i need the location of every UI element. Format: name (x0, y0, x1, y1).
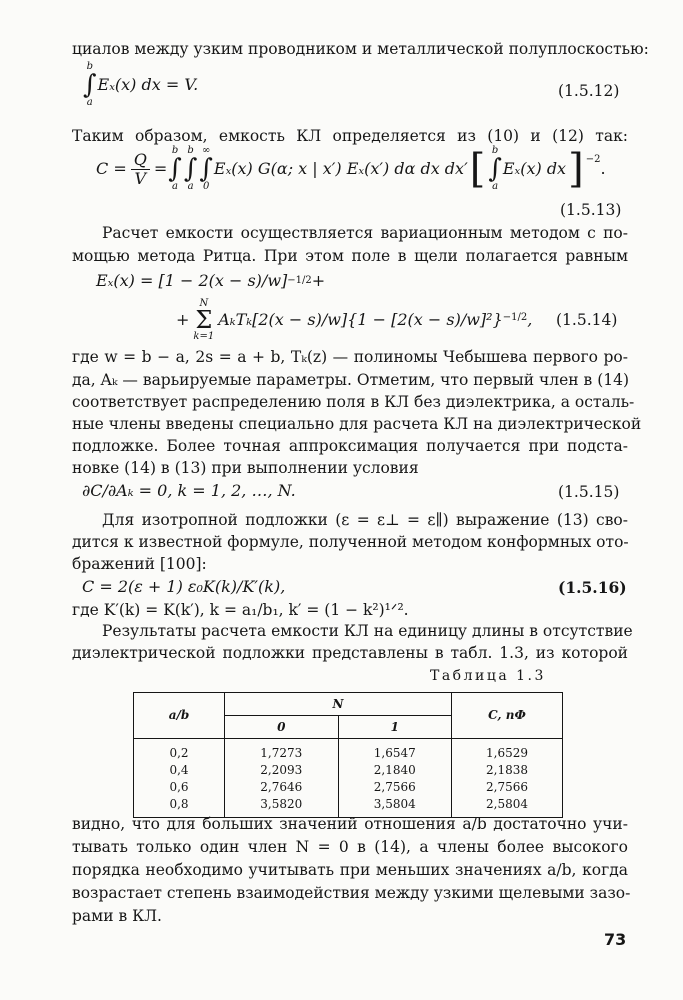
equation-1-5-14-line2 (176, 298, 532, 342)
integral-upper-limit: b (86, 61, 93, 72)
right-bracket: ] (568, 146, 584, 192)
integral-upper-limit: ∞ (201, 145, 211, 156)
table-cell: 0,2 (134, 739, 225, 763)
equation-body: ∂C/∂Aₖ = 0, k = 1, 2, …, N. (82, 481, 296, 500)
equation-label-1-5-13: (1.5.13) (560, 201, 622, 219)
column-header-c: C, пФ (452, 693, 563, 739)
equation-1-5-16 (82, 575, 285, 599)
text-line-13: бражений [100]: (72, 555, 207, 573)
integral-sign (184, 146, 198, 192)
equation-1-5-13 (96, 146, 606, 192)
table-row (134, 739, 563, 763)
equation-label-1-5-16: (1.5.16) (558, 578, 627, 597)
equation-period: . (600, 159, 606, 178)
integral-symbol: ∫ (168, 154, 182, 184)
integral-lower-limit: a (492, 181, 499, 192)
fraction-numerator: Q (131, 151, 150, 170)
text-line-8: ные члены введены специально для расчета КЛ на диэлектрической (72, 415, 642, 433)
integral-upper-limit: b (171, 145, 179, 156)
equation-body: Eₓ(x) dx = V. (97, 75, 199, 94)
text-line-1: циалов между узким проводником и металлической полуплоскостью: (72, 40, 649, 58)
text-line-3: Расчет емкости осуществляется вариационным методом с по- (102, 224, 628, 242)
table-cell: 1,6529 (452, 739, 563, 763)
field-exponent: −1/2 (287, 275, 312, 286)
integral-lower-limit: a (187, 181, 194, 192)
text-line-12: дится к известной формуле, полученной методом конформных ото- (72, 533, 629, 551)
text-line-2: Таким образом, емкость КЛ определяется из (10) и (12) так: (72, 127, 628, 145)
table-row (134, 762, 563, 779)
table-cell: 2,7566 (452, 779, 563, 796)
table-cell: 2,5804 (452, 796, 563, 818)
integral-lower-limit: 0 (202, 181, 210, 192)
table-cell: 2,2093 (225, 762, 339, 779)
equals-sign: = (153, 159, 168, 178)
integral-sign (168, 146, 182, 192)
integral-symbol: ∫ (199, 154, 213, 184)
sum-sign (193, 298, 214, 342)
integrand: Eₓ(x) G(α; x | x′) Eₓ(x′) dα dx dx′ (213, 159, 468, 178)
column-header-n: N (225, 693, 452, 716)
inner-integrand: Eₓ(x) dx (502, 159, 567, 178)
integral-symbol: ∫ (488, 154, 502, 184)
table-cell: 1,7273 (225, 739, 339, 763)
table-cell: 2,7566 (338, 779, 452, 796)
integral-lower-limit: a (86, 97, 93, 108)
table-cell: 3,5804 (338, 796, 452, 818)
equation-label-1-5-12: (1.5.12) (558, 82, 620, 100)
table-cell: 0,4 (134, 762, 225, 779)
text-line-19: порядка необходимо учитывать при меньших значениях a/b, когда (72, 861, 628, 879)
table-cell: 0,6 (134, 779, 225, 796)
text-line-20: возрастает степень взаимодействия между узкими щелевыми зазо- (72, 884, 631, 902)
integral-sign (199, 146, 213, 192)
sum-upper-limit: N (199, 298, 209, 309)
column-header-n0: 0 (225, 716, 339, 739)
integral-lower-limit: a (172, 181, 179, 192)
fraction-denominator: V (134, 168, 147, 188)
text-line-11: Для изотропной подложки (ε = ε⊥ = ε∥) выражение (13) сво- (102, 511, 628, 529)
data-table (133, 692, 563, 818)
text-line-9: подложке. Более точная аппроксимация получается при подста- (72, 437, 628, 455)
left-bracket: [ (469, 146, 486, 192)
equation-label-1-5-14: (1.5.14) (556, 311, 618, 329)
integral-upper-limit: b (491, 145, 499, 156)
text-line-4: мощью метода Ритца. При этом поле в щели полагается равным (72, 247, 628, 265)
table-row (134, 779, 563, 796)
text-line-10: новке (14) в (13) при выполнении условия (72, 459, 419, 477)
text-line-18: тывать только один член N = 0 в (14), а члены более высокого (72, 838, 628, 856)
text-line-21: рами в КЛ. (72, 907, 162, 925)
integral-symbol: ∫ (83, 70, 97, 100)
equation-1-5-15 (82, 479, 296, 503)
text-line-14: где K′(k) = K(k′), k = a₁/b₁, k′ = (1 − k²)¹ᐟ². (72, 601, 409, 619)
integral-symbol: ∫ (183, 154, 198, 184)
column-header-n1: 1 (338, 716, 452, 739)
text-line-6: да, Aₖ — варьируемые параметры. Отметим, что первый член в (14) (72, 371, 630, 389)
text-line-5: где w = b − a, 2s = a + b, Tₖ(z) — полиномы Чебышева первого ро- (72, 348, 628, 366)
bracket-power: −2 (585, 154, 601, 165)
integral-upper-limit: b (187, 145, 194, 156)
series-exponent: −1/2 (502, 312, 528, 323)
table-cell: 2,7646 (225, 779, 339, 796)
fraction-q-over-v (131, 151, 150, 188)
equation-1-5-14-line1 (96, 269, 325, 293)
page-number: 73 (604, 930, 627, 949)
table-cell: 0,8 (134, 796, 225, 818)
plus-sign: + (176, 310, 190, 329)
capacitance-lhs: C = (96, 159, 127, 178)
text-line-17: видно, что для больших значений отношения a/b достаточно учи- (72, 815, 628, 833)
equation-1-5-12 (82, 62, 198, 108)
column-header-ab: a/b (134, 693, 225, 739)
series-comma: , (527, 310, 533, 329)
text-line-15: Результаты расчета емкости КЛ на единицу длины в отсутствие (102, 622, 633, 640)
table-cell: 2,1840 (338, 762, 452, 779)
integral-sign (83, 62, 97, 108)
sum-lower-limit: k=1 (193, 331, 215, 342)
equation-body: C = 2(ε + 1) ε₀K(k)/K′(k), (82, 577, 286, 596)
field-plus: + (311, 271, 326, 290)
integral-sign (488, 146, 502, 192)
table-cell: 3,5820 (225, 796, 339, 818)
table-cell: 1,6547 (338, 739, 452, 763)
text-line-7: соответствует распределению поля в КЛ без диэлектрика, а осталь- (72, 393, 635, 411)
table-cell: 2,1838 (452, 762, 563, 779)
table-caption: Таблица 1.3 (430, 668, 546, 684)
text-line-16: диэлектрической подложки представлены в табл. 1.3, из которой (72, 644, 628, 662)
equation-label-1-5-15: (1.5.15) (558, 483, 620, 501)
field-expression: Eₓ(x) = [1 − 2(x − s)/w] (96, 271, 288, 290)
series-term: AₖTₖ[2(x − s)/w]{1 − [2(x − s)/w]²} (218, 310, 503, 329)
sum-symbol: Σ (195, 306, 213, 334)
